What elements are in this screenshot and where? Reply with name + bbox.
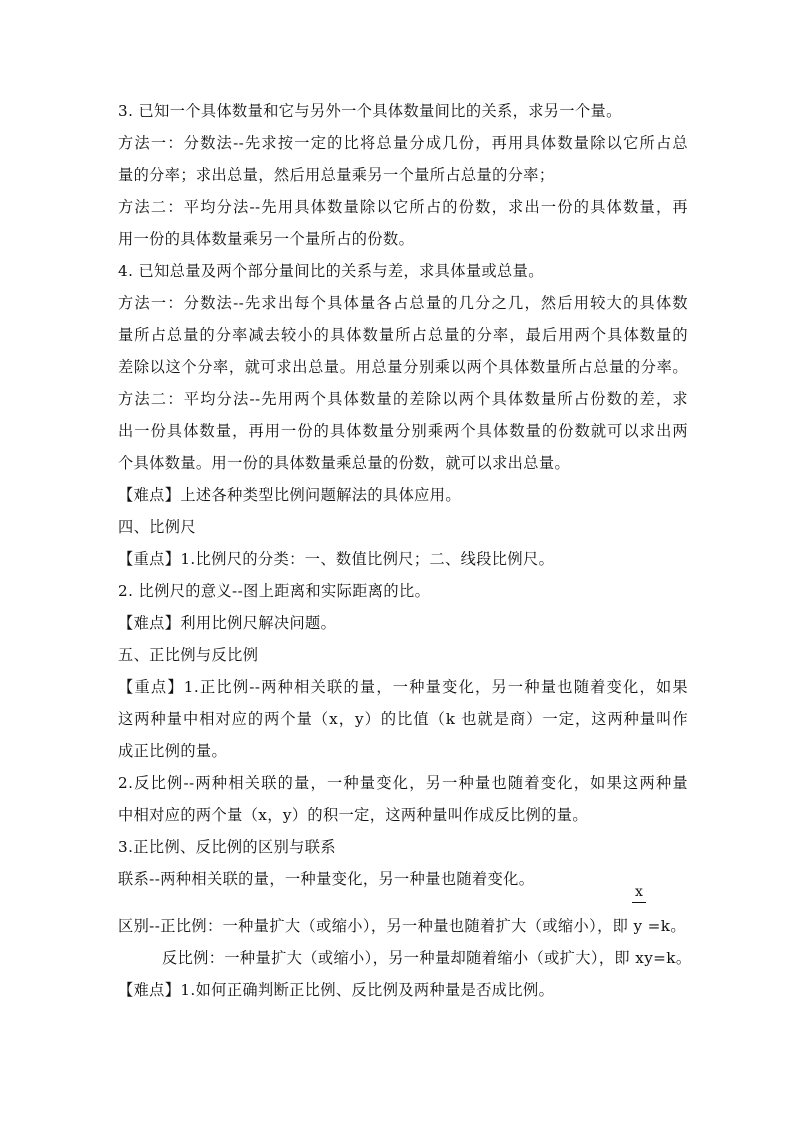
text-line: 方法一：分数法--先求按一定的比将总量分成几份，再用具体数量除以它所占总	[118, 134, 688, 152]
text-line: 【难点】1.如何正确判断正比例、反比例及两种量是否成比例。	[118, 981, 555, 999]
text-line: 反比例：一种量扩大（或缩小），另一种量却随着缩小（或扩大），即 xy=k。	[162, 949, 692, 967]
text-line: 用一份的具体数量乘另一个量所占的份数。	[118, 230, 415, 248]
text-line: 量的分率；求出总量，然后用总量乘另一个量所占总量的分率；	[118, 166, 555, 184]
text-line: 【难点】利用比例尺解决问题。	[118, 614, 337, 632]
text-line: 量所占总量的分率减去较小的具体数量所占总量的分率，最后用两个具体数量的	[118, 326, 688, 344]
text-line: 差除以这个分率，就可求出总量。用总量分别乘以两个具体数量所占总量的分率。	[118, 358, 688, 376]
text-line: 成正比例的量。	[118, 742, 228, 760]
text-line: 3.正比例、反比例的区别与联系	[118, 838, 336, 856]
text-line: 4. 已知总量及两个部分量间比的关系与差，求具体量或总量。	[118, 262, 544, 280]
text-line: 出一份具体数量，再用一份的具体数量分别乘两个具体数量的份数就可以求出两	[118, 422, 688, 440]
section-heading: 五、正比例与反比例	[118, 646, 259, 664]
text-line: 2. 比例尺的意义--图上距离和实际距离的比。	[118, 582, 431, 600]
text-line: 【重点】1.比例尺的分类：一、数值比例尺；二、线段比例尺。	[118, 550, 555, 568]
text-line: 方法二：平均分法--先用两个具体数量的差除以两个具体数量所占份数的差，求	[118, 390, 688, 408]
text-line: 方法一：分数法--先求出每个具体量各占总量的几分之几，然后用较大的具体数	[118, 294, 688, 312]
text-line: 中相对应的两个量（x，y）的积一定，这两种量叫作成反比例的量。	[118, 806, 588, 824]
text-line: 2.反比例--两种相关联的量，一种量变化，另一种量也随着变化，如果这两种量	[118, 774, 688, 792]
text-line: 【难点】上述各种类型比例问题解法的具体应用。	[118, 486, 461, 504]
text-line: 联系--两种相关联的量，一种量变化，另一种量也随着变化。	[118, 870, 535, 888]
text-line: 3. 已知一个具体数量和它与另外一个具体数量间比的关系，求另一个量。	[118, 102, 622, 120]
text-line: 方法二：平均分法--先用具体数量除以它所占的份数，求出一份的具体数量，再	[118, 198, 688, 216]
text-line: 区别--正比例：一种量扩大（或缩小），另一种量也随着扩大（或缩小），即 y =k。	[118, 917, 687, 935]
text-line: 个具体数量。用一份的具体数量乘总量的份数，就可以求出总量。	[118, 454, 571, 472]
text-line: 【重点】1.正比例--两种相关联的量，一种量变化，另一种量也随着变化，如果	[118, 678, 688, 696]
text-line: 这两种量中相对应的两个量（x，y）的比值（k 也就是商）一定，这两种量叫作	[118, 710, 688, 728]
fraction-numerator: x	[628, 884, 650, 903]
section-heading: 四、比例尺	[118, 518, 196, 536]
